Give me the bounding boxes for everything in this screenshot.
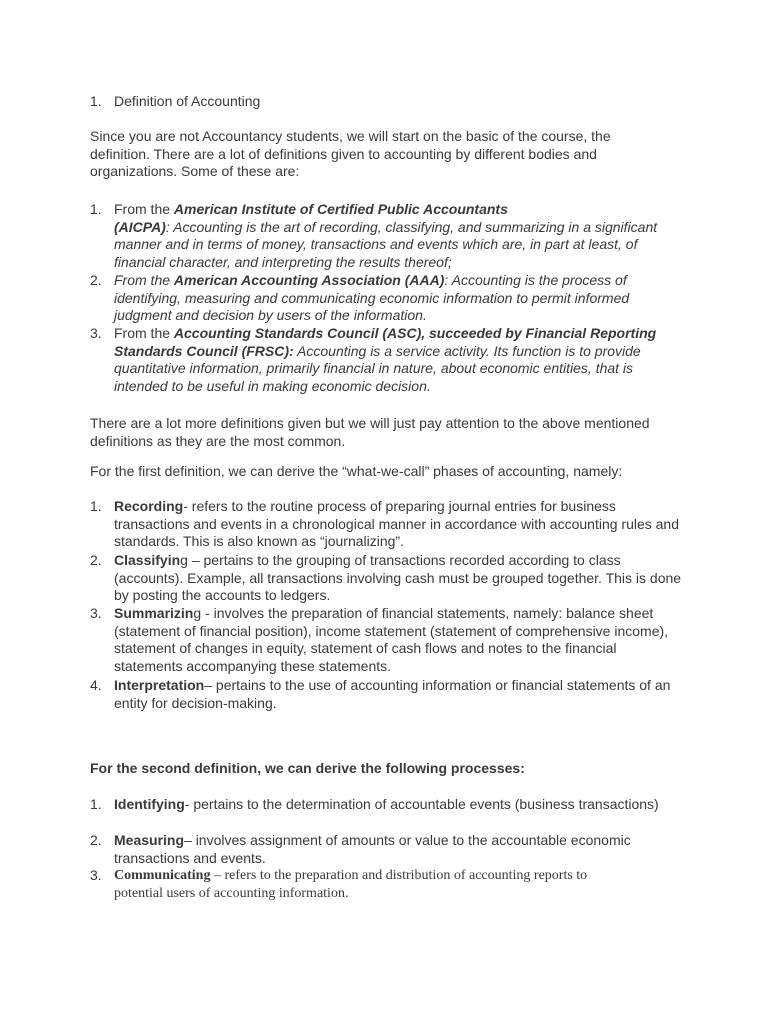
definition-1-text-line1: Accounting is the art of recording, classifying, and summarizing in a — [173, 218, 591, 235]
definition-2-colon: : — [444, 272, 452, 288]
definition-1-number: 1. — [90, 201, 102, 217]
phase-4 — [114, 677, 684, 712]
process-1-desc: - pertains to the determination of accountable events (business transactions) — [184, 796, 659, 812]
phase-4-term: Interpretation — [114, 677, 205, 693]
definition-3-source: Accounting Standards Council (ASC), succeeded by Financial Reporting Standards Council (FRSC): — [114, 325, 657, 359]
definition-3-prefix: From the — [114, 325, 174, 341]
phase-2-term: Classifyin — [114, 552, 181, 568]
intro-paragraph: Since you are not Accountancy students, we will start on the basic of the course, the definition. There are a lot of definitions given to accounting by different bodies and organizations. Some of these are: — [90, 128, 611, 179]
definition-1-colon: : — [165, 218, 174, 235]
definition-2-prefix: From the — [114, 272, 174, 288]
definition-2-source: American Accounting Association (AAA) — [173, 272, 445, 288]
definition-1 — [114, 201, 684, 271]
phase-3-desc: - involves the preparation of financial statements, namely: balance sheet (statement of financial position), income statement (statement of comprehensive income), statement of changes in equity, statement of cash flows and notes to the financial statements accompanying these statements. — [114, 605, 669, 674]
phase-1-number: 1. — [90, 498, 102, 514]
definition-2 — [114, 272, 684, 325]
definition-3 — [114, 325, 684, 395]
definition-1-source-line1: American Institute of Certified Public Accountants — [173, 201, 508, 217]
phase-2-desc: – pertains to the grouping of transactions recorded according to class (accounts). Example, all transactions involving cash must be grouped together. This is done by posting the accounts to ledgers. — [114, 552, 682, 603]
second-definition-heading: For the second definition, we can derive the following processes: — [90, 760, 525, 776]
phase-4-desc: – pertains to the use of accounting information or financial statements of an entity for decision-making. — [114, 677, 671, 711]
process-1-term: Identifying — [114, 796, 185, 812]
phase-1-desc: - refers to the routine process of preparing journal entries for business transactions and events in a chronological manner in accordance with accounting rules and standards. This is also known as “journalizing”. — [114, 498, 680, 549]
phase-3-term-tail: g — [193, 605, 202, 621]
definition-1-text-rest: significant manner and in terms of money, transactions and events which are, in part at least, of financial character, and interpreting the results thereof; — [114, 218, 658, 270]
first-definition-paragraph: For the first definition, we can derive the “what-we-call” phases of accounting, namely: — [90, 463, 623, 479]
process-1-number: 1. — [90, 796, 102, 812]
definition-2-number: 2. — [90, 272, 102, 288]
phase-1 — [114, 498, 684, 551]
phase-2-number: 2. — [90, 552, 102, 568]
process-3-desc: – refers to the preparation and distribution of accounting reports to potential users of accounting information. — [114, 868, 588, 901]
process-2-term: Measuring — [114, 832, 185, 848]
definition-2-text: Accounting is the process of identifying, measuring and communicating economic information to permit informed judgment and decision by users of the information. — [114, 272, 630, 323]
heading-title: Definition of Accounting — [114, 93, 261, 109]
phase-1-term: Recording — [114, 498, 184, 514]
definition-3-number: 3. — [90, 325, 102, 341]
more-definitions-paragraph: There are a lot more definitions given but we will just pay attention to the above mentioned definitions as they are the most common. — [90, 415, 650, 449]
phase-2 — [114, 552, 684, 605]
process-2 — [114, 832, 684, 867]
definition-1-prefix: From the — [114, 201, 174, 217]
phase-3-term: Summarizin — [114, 605, 194, 621]
process-1 — [114, 796, 684, 814]
process-3-term: Communicating — [114, 868, 211, 883]
phase-3 — [114, 605, 684, 675]
process-2-desc: – involves assignment of amounts or value to the accountable economic transactions and events. — [114, 832, 631, 866]
definition-1-source-line2: (AICPA) — [114, 218, 166, 235]
heading-number: 1. — [90, 93, 102, 109]
phase-4-number: 4. — [90, 677, 102, 693]
phase-3-number: 3. — [90, 605, 102, 621]
definition-3-text: Accounting is a service activity. Its function is to provide quantitative information, primarily financial in nature, about economic entities, that is intended to be useful in making economic decision. — [114, 342, 641, 394]
process-3 — [114, 867, 634, 902]
process-2-number: 2. — [90, 832, 102, 848]
phase-2-term-tail: g — [180, 552, 188, 568]
process-3-number: 3. — [90, 867, 102, 883]
